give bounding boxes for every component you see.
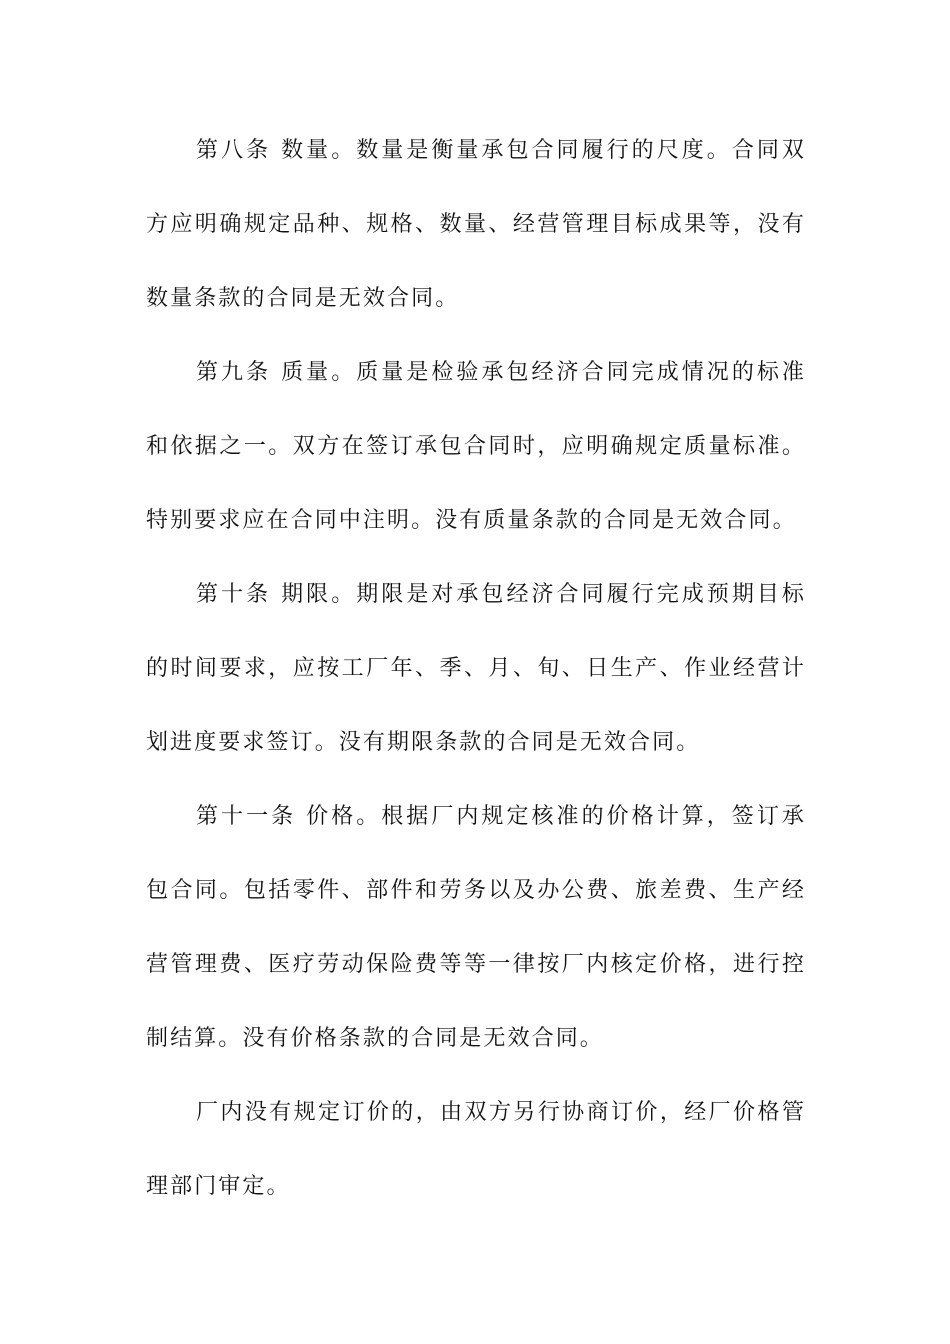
article-text: 厂内没有规定订价的，由双方另行协商订价，经厂价格管理部门审定。 (146, 1100, 806, 1199)
article-text: 质量。质量是检验承包经济合同完成情况的标准和依据之一。双方在签订承包合同时，应明确规定质量标准。特别要求应在合同中注明。没有质量条款的合同是无效合同。 (146, 360, 806, 533)
paragraph-pricing-note (146, 1076, 806, 1224)
article-number: 第十一条 (196, 804, 297, 829)
article-number: 第九条 (196, 360, 272, 385)
article-text: 价格。根据厂内规定核准的价格计算，签订承包合同。包括零件、部件和劳务以及办公费、旅差费、生产经营管理费、医疗劳动保险费等等一律按厂内核定价格，进行控制结算。没有价格条款的合同是无效合同。 (146, 804, 806, 1051)
paragraph-article-8 (146, 114, 806, 336)
article-text: 数量。数量是衡量承包合同履行的尺度。合同双方应明确规定品种、规格、数量、经营管理目标成果等，没有数量条款的合同是无效合同。 (146, 138, 806, 311)
article-text: 期限。期限是对承包经济合同履行完成预期目标的时间要求，应按工厂年、季、月、旬、日生产、作业经营计划进度要求签订。没有期限条款的合同是无效合同。 (146, 582, 806, 755)
article-number: 第十条 (196, 582, 272, 607)
article-number: 第八条 (196, 138, 272, 163)
paragraph-article-9 (146, 336, 806, 558)
paragraph-article-10 (146, 558, 806, 780)
document-page (146, 114, 806, 1224)
paragraph-article-11 (146, 780, 806, 1076)
